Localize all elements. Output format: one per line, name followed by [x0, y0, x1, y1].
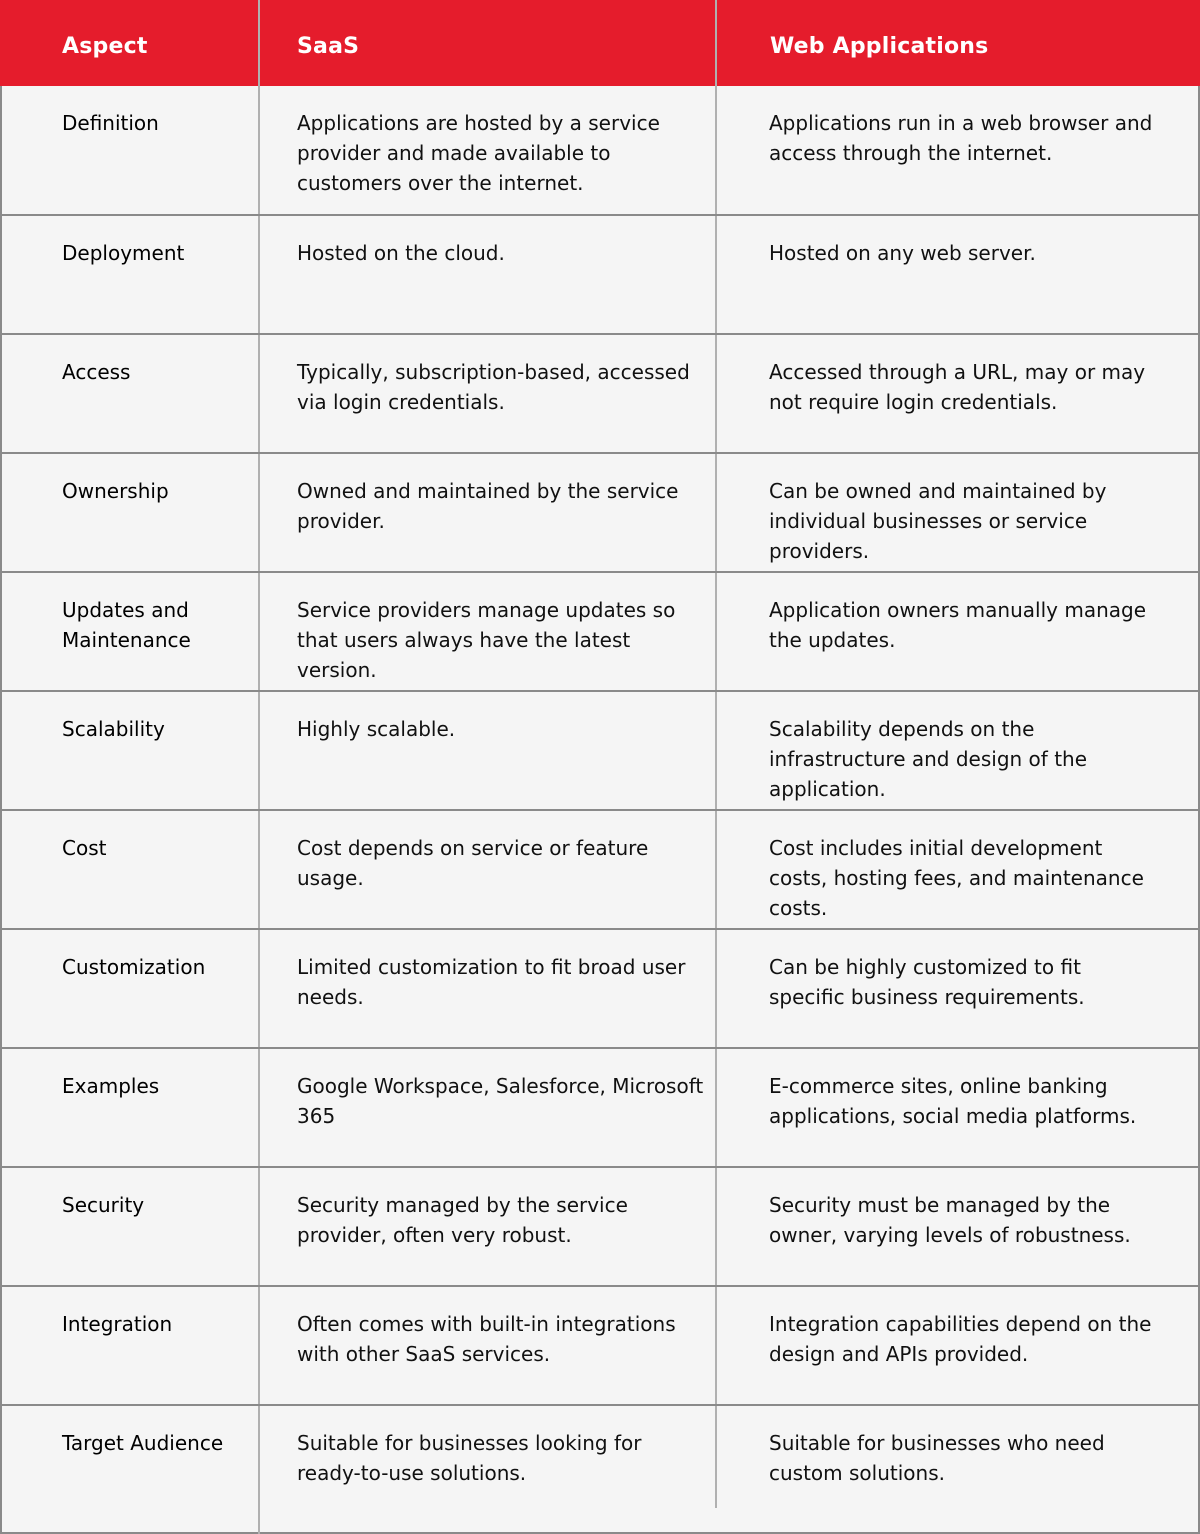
- web-applications-cell: Application owners manually manage the updates.: [769, 598, 1147, 652]
- web-applications-cell: Cost includes initial development costs, hosting fees, and maintenance costs.: [769, 836, 1144, 920]
- saas-cell: Hosted on the cloud.: [297, 241, 505, 265]
- aspect-cell: Security: [62, 1193, 145, 1217]
- saas-cell: Typically, subscription-based, accessed via login credentials.: [297, 360, 690, 414]
- aspect-cell: Access: [62, 360, 131, 384]
- saas-cell: Highly scalable.: [297, 717, 456, 741]
- header-aspect: Aspect: [62, 34, 148, 59]
- table-row: [0, 928, 1200, 1047]
- saas-cell: Limited customization to fit broad user needs.: [297, 955, 686, 1009]
- header-web-applications: Web Applications: [770, 34, 989, 59]
- header-saas: SaaS: [297, 34, 360, 59]
- web-applications-cell: Suitable for businesses who need custom solutions.: [769, 1431, 1105, 1485]
- table-row: [0, 333, 1200, 452]
- saas-cell: Service providers manage updates so that users always have the latest version.: [297, 598, 676, 682]
- table-row: [0, 1166, 1200, 1285]
- web-applications-cell: E-commerce sites, online banking applications, social media platforms.: [769, 1074, 1137, 1128]
- web-applications-cell: Hosted on any web server.: [769, 241, 1036, 265]
- saas-cell: Security managed by the service provider, often very robust.: [297, 1193, 628, 1247]
- web-applications-cell: Can be owned and maintained by individual businesses or service providers.: [769, 479, 1107, 563]
- web-applications-cell: Scalability depends on the infrastructure and design of the application.: [769, 717, 1088, 801]
- aspect-cell: Definition: [62, 111, 159, 135]
- aspect-cell: Examples: [62, 1074, 160, 1098]
- aspect-cell: Scalability: [62, 717, 165, 741]
- web-applications-cell: Can be highly customized to fit specific business requirements.: [769, 955, 1085, 1009]
- aspect-cell: Deployment: [62, 241, 185, 265]
- web-applications-cell: Accessed through a URL, may or may not require login credentials.: [769, 360, 1146, 414]
- aspect-cell: Customization: [62, 955, 206, 979]
- saas-cell: Suitable for businesses looking for ready-to-use solutions.: [297, 1431, 642, 1485]
- table-row: [0, 214, 1200, 333]
- web-applications-cell: Security must be managed by the owner, varying levels of robustness.: [769, 1193, 1131, 1247]
- web-applications-cell: Integration capabilities depend on the design and APIs provided.: [769, 1312, 1152, 1366]
- table-row: [0, 452, 1200, 571]
- table-row: [0, 1404, 1200, 1534]
- table-header: [0, 0, 1200, 86]
- table-row: [0, 86, 1200, 214]
- saas-cell: Applications are hosted by a service provider and made available to customers over the internet.: [297, 111, 660, 195]
- aspect-cell: Updates and Maintenance: [62, 598, 191, 652]
- table-row: [0, 809, 1200, 928]
- aspect-cell: Cost: [62, 836, 107, 860]
- aspect-cell: Ownership: [62, 479, 169, 503]
- table-row: [0, 1047, 1200, 1166]
- saas-cell: Cost depends on service or feature usage.: [297, 836, 649, 890]
- web-applications-cell: Applications run in a web browser and access through the internet.: [769, 111, 1153, 165]
- saas-cell: Google Workspace, Salesforce, Microsoft 365: [297, 1074, 704, 1128]
- table-row: [0, 571, 1200, 690]
- saas-cell: Owned and maintained by the service provider.: [297, 479, 679, 533]
- aspect-cell: Target Audience: [62, 1431, 224, 1455]
- table-row: [0, 1285, 1200, 1404]
- aspect-cell: Integration: [62, 1312, 173, 1336]
- saas-cell: Often comes with built-in integrations with other SaaS services.: [297, 1312, 676, 1366]
- table-row: [0, 690, 1200, 809]
